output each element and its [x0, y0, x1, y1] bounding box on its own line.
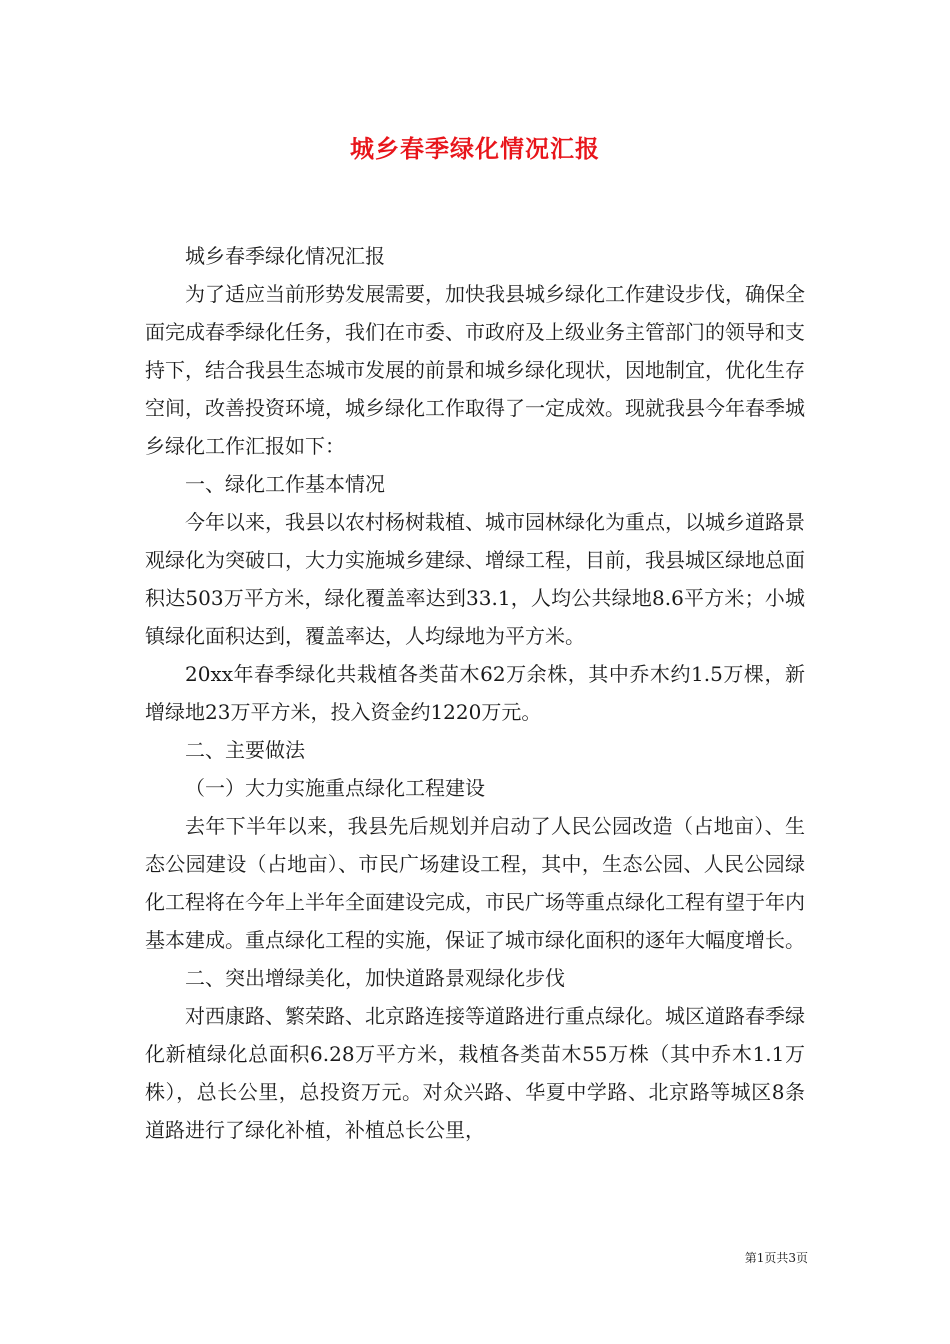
subsection-heading-key-projects: （一）大力实施重点绿化工程建设 [185, 776, 485, 800]
section-heading-basic-situation: 一、绿化工作基本情况 [185, 472, 385, 496]
paragraph-spring-statistics: 20xx年春季绿化共栽植各类苗木62万余株，其中乔木约1.5万棵，新增绿地23万平方米，投入资金约1220万元。 [145, 662, 805, 724]
document-body [145, 237, 805, 1149]
page-number: 第1页共3页 [744, 1251, 808, 1265]
paragraph-key-projects: 去年下半年以来，我县先后规划并启动了人民公园改造（占地亩）、生态公园建设（占地亩）、市民广场建设工程，其中，生态公园、人民公园绿化工程将在今年上半年全面建设完成，市民广场等重点绿化工程有望于年内基本建成。重点绿化工程的实施，保证了城市绿化面积的逐年大幅度增长。 [145, 814, 805, 952]
section-heading-main-measures: 二、主要做法 [185, 738, 305, 762]
paragraph-basic-situation: 今年以来，我县以农村杨树栽植、城市园林绿化为重点，以城乡道路景观绿化为突破口，大力实施城乡建绿、增绿工程，目前，我县城区绿地总面积达503万平方米，绿化覆盖率达到33.1，人均公共绿地8.6平方米；小城镇绿化面积达到，覆盖率达，人均绿地为平方米。 [145, 510, 805, 648]
document-title: 城乡春季绿化情况汇报 [350, 134, 600, 163]
paragraph-road-greening: 对西康路、繁荣路、北京路连接等道路进行重点绿化。城区道路春季绿化新植绿化总面积6.28万平方米，栽植各类苗木55万株（其中乔木1.1万株），总长公里，总投资万元。对众兴路、华夏中学路、北京路等城区8条道路进行了绿化补植，补植总长公里， [145, 1004, 805, 1142]
paragraph-intro: 为了适应当前形势发展需要，加快我县城乡绿化工作建设步伐，确保全面完成春季绿化任务，我们在市委、市政府及上级业务主管部门的领导和支持下，结合我县生态城市发展的前景和城乡绿化现状，因地制宜，优化生存空间，改善投资环境，城乡绿化工作取得了一定成效。现就我县今年春季城乡绿化工作汇报如下： [145, 282, 805, 458]
paragraph-subtitle: 城乡春季绿化情况汇报 [185, 244, 385, 268]
subsection-heading-road-greening: 二、突出增绿美化，加快道路景观绿化步伐 [185, 966, 565, 990]
